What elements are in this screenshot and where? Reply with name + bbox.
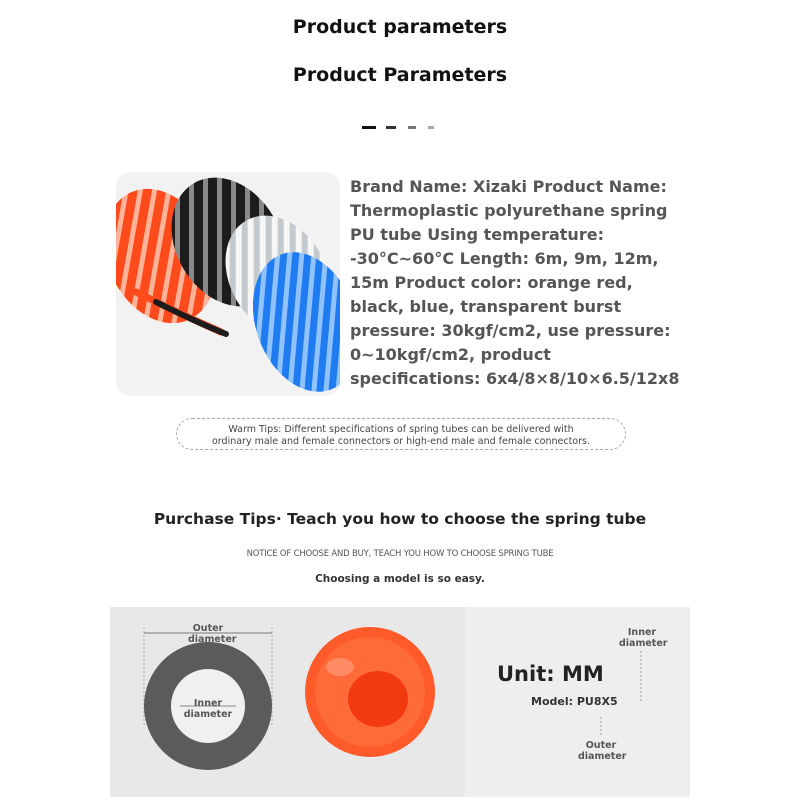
coiled-tubes-illustration	[116, 172, 340, 396]
right-outer-diameter-label: Outer diameter	[578, 740, 627, 762]
product-description: Brand Name: Xizaki Product Name: Thermoplastic polyurethane spring PU tube Using temperature: -30°C~60°C Length: 6m, 9m, 12m, 15m Product color: orange red, black, blue, transparent burst pressure: 30kgf/cm2, use pressure: 0~10kgf/cm2, product specifications: 6x4/8×8/10×6.5/12x8	[350, 177, 680, 388]
unit-label: Unit: MM	[497, 662, 604, 686]
warm-tips-line-2: ordinary male and female connectors or high-end male and female connectors.	[211, 436, 590, 447]
purchase-subtitle: Choosing a model is so easy.	[315, 573, 485, 585]
warm-tips-line-1: Warm Tips: Different specifications of spring tubes can be delivered with	[228, 424, 574, 435]
purchase-notice: NOTICE OF CHOOSE AND BUY, TEACH YOU HOW TO CHOOSE SPRING TUBE	[246, 549, 554, 559]
indicator-dot-2	[386, 126, 396, 129]
product-photo	[116, 172, 340, 396]
inner-diameter-label: Inner diameter	[183, 698, 233, 720]
section-title: Product Parameters	[292, 64, 508, 86]
tube-bore	[348, 671, 408, 727]
purchase-tips-title: Purchase Tips· Teach you how to choose the spring tube	[153, 510, 647, 528]
outer-diameter-label: Outer diameter	[188, 623, 237, 645]
indicator-dot-3	[408, 126, 416, 129]
right-inner-diameter-label: Inner diameter	[619, 627, 668, 649]
page-title: Product parameters	[292, 16, 508, 38]
indicator-dot-4	[428, 126, 434, 129]
tube-cross-section	[110, 607, 465, 797]
warm-tips-box	[176, 418, 626, 450]
model-label: Model: PU8X5	[531, 695, 618, 708]
indicator-dot-1	[362, 126, 376, 129]
